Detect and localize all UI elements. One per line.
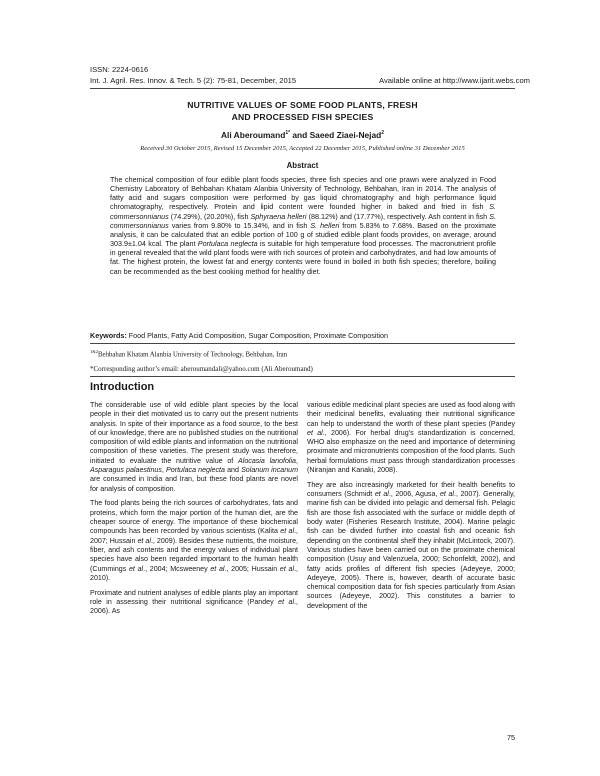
text-run: Proximate and nutrient analyses of edible plants play an important role in assessing their nutritional significance (Pandey: [90, 588, 298, 606]
text-run: ., 2006, Agusa,: [388, 490, 440, 499]
page-number: 75: [507, 733, 515, 742]
text-run: from 5.83% to 7.68%. Based on the proximate analysis, it can be calculated that an edible portion of 100 g of studied edible plant foods provides, on average, around 303.9±1.04 kcal. The plant: [110, 220, 496, 249]
author-1: Ali Aberoumand: [220, 129, 286, 140]
abstract-heading: Abstract: [286, 161, 319, 170]
affiliation-text: Behbahan Khatam Alanbia University of Technology, Behbahan, Iran: [98, 351, 288, 359]
text-run: ,: [161, 466, 167, 475]
text-run: ., 2007; Hussain: [90, 527, 298, 545]
italic-run: Solanum incanum: [241, 466, 298, 475]
affiliation-mark: 1&2: [90, 349, 99, 354]
italic-run: et al: [279, 564, 295, 573]
paragraph: [90, 499, 298, 583]
italic-run: Alocasia lanofolia: [238, 456, 297, 465]
author-2-mark: 2: [381, 130, 385, 136]
paper-title: [90, 99, 515, 123]
text-run: ., 2009). Besides these nutrients, the moisture, fiber, and ash contents and the energy values of individual plant species have also been regarded important to the human health (Cummings: [90, 536, 298, 573]
italic-run: Portulaca neglecta: [197, 239, 258, 249]
text-run: and: [224, 466, 242, 475]
section-heading-introduction: Introduction: [90, 381, 155, 393]
italic-run: et al: [439, 490, 454, 499]
affiliation: [90, 347, 520, 360]
text-run: (88.12%) and (17.77%), respectively. Ash content in fish: [306, 211, 490, 221]
text-run: ., 2006). For herbal drug’s standardization is concerned, WHO also emphasize on the need and importance of determining proximate and micronutrients composition of the food plants. Such herbal formulations must pass through standardization processes (Niranjan and Kanaki, 2008).: [307, 428, 515, 475]
paragraph: [90, 401, 298, 494]
text-run: ., 2007). Generally, marine fish can be divided into pelagic and demersal fish. Pelagic fish are those fish associated with the surface or middle depth of body water (Fisheries Research Institute, 2004). Marine pelagic fish can be divided further into coastal fish and oceanic fish depending on the continental shelf they inhabit (McLintock, 2007). Various studies have been carried out on the proximate chemical composition (Usuy and Valenzuela, 2000; Schonfeldt, 2002), and fatty acids profiles of different fish species (Adeyeye, 2000; Adeyeye, 2005). There is, however, dearth of accurate basic chemical composition data for fish species particularly from Asian sources (Adeyeye, 2002). This constitutes a barrier to development of the: [307, 490, 515, 610]
text-run: The chemical composition of four edible plant foods species, three fish species and one prawn were analyzed in Food Chemistry Laboratory of Behbahan Khatam Alanbia University of Technology, Behbahan, Iran in 2014. The analysis of fatty acid and sugars composition were performed by gas liquid chromatography and high performance liquid chromatography, respectively. Protein and lipid content were founded higher in baked and fried in fish: [110, 175, 496, 212]
authors: [90, 128, 515, 141]
abstract-text: [110, 175, 496, 276]
footnote-divider: [90, 376, 515, 377]
corresponding-author: *Corresponding author’s email: aberoumandali@yahoo.com (Ali Aberoumand): [90, 365, 313, 373]
issn: ISSN: 2224-0616: [90, 65, 149, 74]
title-line-2: AND PROCESSED FISH SPECIES: [231, 112, 374, 122]
author-1-mark: 1*: [285, 130, 291, 136]
italic-run: S. helleri: [310, 220, 340, 230]
italic-run: S. commersonnianus: [110, 211, 496, 230]
publication-dates: Received 30 October 2015, Revised 15 December 2015, Accepted 22 December 2015, Published online 31 December 2015: [140, 145, 465, 152]
text-run: is suitable for high temperature food processes. The macronutrient profile in general revealed that the wild plant foods were with rich sources of protein and carbohydrates, and had low amounts of fat. The highest protein, the lowest fat and energy contents were found in boiled in both fish species; therefore, boiling can be recommended as the best cooking method for healthy diet.: [110, 239, 496, 276]
author-conjunction: and: [290, 129, 310, 140]
italic-run: Sphyraena helleri: [250, 211, 307, 221]
italic-run: S. commersonnianus: [110, 202, 496, 221]
text-run: are consumed in India and Iran, but these food plants are novel for analysis of composition.: [90, 475, 298, 493]
author-2: Saeed Ziaei-Nejad: [309, 129, 382, 140]
header-divider: [90, 88, 515, 89]
title-line-1: NUTRITIVE VALUES OF SOME FOOD PLANTS, FRESH: [187, 100, 418, 110]
italic-run: et al: [280, 527, 295, 536]
keywords-divider: [90, 343, 515, 344]
paragraph: [307, 401, 515, 475]
text-run: various edible medicinal plant species are used as food along with their medicinal benefits, evaluating their nutritional significance can help to understand the worth of these plant species (Pandey: [307, 401, 515, 428]
text-run: ., 2010).: [90, 564, 299, 582]
availability-note[interactable]: Available online at http://www.ijarit.webs.com: [379, 75, 530, 85]
italic-run: et al: [278, 597, 295, 606]
text-run: (74.29%), (20.20%), fish: [168, 211, 251, 221]
italic-run: et al: [307, 428, 323, 437]
italic-run: et al: [374, 490, 389, 499]
left-column: [90, 401, 298, 622]
journal-citation: Int. J. Agril. Res. Innov. & Tech. 5 (2): 75-81, December, 2015: [90, 75, 297, 85]
text-run: ,: [296, 456, 298, 465]
right-column: [307, 401, 515, 617]
journal-header: [90, 65, 530, 86]
keywords-label: Keywords:: [90, 331, 127, 340]
italic-run: et al: [210, 564, 225, 573]
italic-run: et al: [128, 564, 144, 573]
keywords: [90, 331, 520, 340]
paragraph: [307, 481, 515, 611]
text-run: ., 2005; Hussain: [224, 564, 280, 573]
italic-run: Portulaca neglecta: [166, 466, 225, 475]
text-run: ., 2004; Mcsweeney: [143, 564, 211, 573]
italic-run: et al: [137, 536, 151, 545]
paragraph: [90, 589, 298, 617]
italic-run: Asparagus palaestinus: [90, 466, 162, 475]
text-run: The food plants being the rich sources of carbohydrates, fats and proteins, which form the major portion of the human diet, are the cheaper source of energy. The importance of these biochemical compounds has been recorded by various scientists (Kalita: [90, 499, 298, 536]
text-run: They are also increasingly marketed for their health benefits to consumers (Schmidt: [307, 480, 515, 499]
keywords-list: Food Plants, Fatty Acid Composition, Sugar Composition, Proximate Composition: [126, 331, 389, 340]
text-run: The considerable use of wild edible plant species by the local people in their diet motivated us to carry out the present nutrients analysis. In spite of their importance as a food source, to the best of our knowledge, there are no published studies on the nutritional composition of wild edible plants and information on the nutritional composition of these varieties. The present study was therefore, initiated to evaluate the nutritive value of: [90, 401, 298, 465]
text-run: ., 2006). As: [90, 597, 298, 616]
text-run: varies from 9.80% to 15.34%, and in fish: [168, 220, 311, 230]
